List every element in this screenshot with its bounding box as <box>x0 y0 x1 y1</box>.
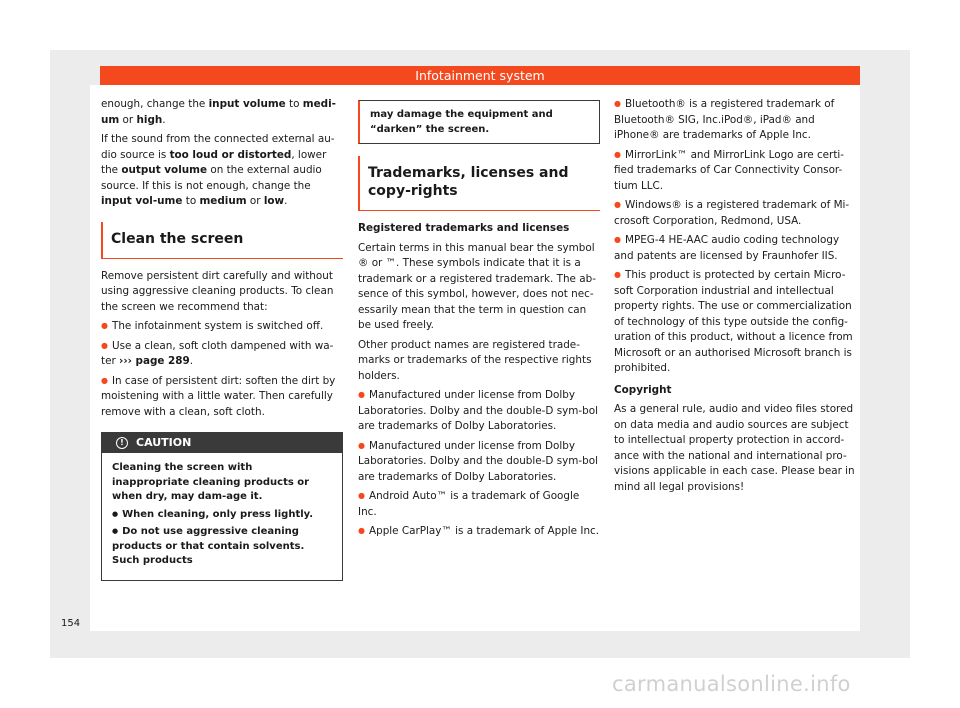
list-item: ● Manufactured under license from Dolby Laboratories. Dolby and the double-D sym-bol are trademarks of Dolby Laboratories. <box>358 439 600 486</box>
column-left <box>101 97 343 581</box>
list-item: ● Use a clean, soft cloth dampened with wa-ter ››› page 289. <box>101 339 343 370</box>
paragraph: As a general rule, audio and video files stored on data media and audio sources are subject to intellectual property protection in accord-ance with the national and international pro-visions applicable in each case. Please bear in mind all legal provisions! <box>614 403 855 493</box>
list-item: ● This product is protected by certain Micro-soft Corporation industrial and intellectual property rights. The use or commercialization of technology of this type outside the config-uration of this product, without a licence from Microsoft or an authorised Microsoft branch is prohibited. <box>614 268 856 377</box>
column-right <box>614 97 856 499</box>
page-link[interactable]: ››› page 289 <box>119 355 190 367</box>
list-item: ● In case of persistent dirt: soften the dirt by moistening with a little water. Then carefully remove with a clean, soft cloth. <box>101 374 343 421</box>
section-heading: Clean the screen <box>101 222 343 259</box>
paragraph: Remove persistent dirt carefully and without using aggressive cleaning products. To clean the screen we recommend that: <box>101 269 334 313</box>
chapter-header <box>100 66 860 85</box>
paragraph: enough, change the input volume to medi-um or high. <box>101 98 336 126</box>
caution-icon: ! <box>116 437 128 449</box>
paragraph: If the sound from the connected external au-dio source is too loud or distorted, lower the output volume on the external audio source. If this is not enough, change the input vol-ume to medium or low. <box>101 133 335 207</box>
list-item: ● Apple CarPlay™ is a trademark of Apple Inc. <box>358 524 600 540</box>
list-item: ● MPEG-4 HE-AAC audio coding technology and patents are licensed by Fraunhofer IIS. <box>614 233 856 264</box>
subheading: Copyright <box>614 383 672 396</box>
list-item: ● Android Auto™ is a trademark of Google Inc. <box>358 489 600 520</box>
column-middle <box>358 97 600 544</box>
subheading: Registered trademarks and licenses <box>358 222 570 234</box>
page-number: 154 <box>61 618 81 629</box>
caution-body: Cleaning the screen with inappropriate cleaning products or when dry, may dam-age it. ● When cleaning, only press lightly. ● Do not use aggressive cleaning products or that contain solvents. Such products <box>102 453 342 580</box>
list-item: ● Manufactured under license from Dolby Laboratories. Dolby and the double-D sym-bol are trademarks of Dolby Laboratories. <box>358 388 600 435</box>
list-item: ● Windows® is a registered trademark of Mi-crosoft Corporation, Redmond, USA. <box>614 198 856 229</box>
caution-item: ● Do not use aggressive cleaning products or that contain solvents. Such products <box>112 525 332 569</box>
caution-continuation: may damage the equipment and “darken” the screen. <box>358 100 600 144</box>
list-item: ● Bluetooth® is a registered trademark of Bluetooth® SIG, Inc.iPod®, iPad® and iPhone® are trademarks of Apple Inc. <box>614 97 856 144</box>
paragraph: Certain terms in this manual bear the symbol ® or ™. These symbols indicate that it is a trademark or a registered trademark. The ab-sence of this symbol, however, does not nec-essarily mean that the term in question can be used freely. <box>358 241 596 331</box>
watermark: carmanualsonline.info <box>612 672 851 696</box>
chapter-title: Infotainment system <box>415 68 545 83</box>
section-heading: Trademarks, licenses and copy-rights <box>358 156 600 211</box>
list-item: ● MirrorLink™ and MirrorLink Logo are certi-fied trademarks of Car Connectivity Consor-tium LLC. <box>614 148 856 195</box>
caution-header: ! CAUTION <box>102 433 342 453</box>
paragraph: Other product names are registered trade-marks or trademarks of the respective rights holders. <box>358 338 592 382</box>
caution-box <box>101 432 343 581</box>
list-item: ● The infotainment system is switched off. <box>101 319 343 335</box>
caution-item: ● When cleaning, only press lightly. <box>112 508 332 523</box>
